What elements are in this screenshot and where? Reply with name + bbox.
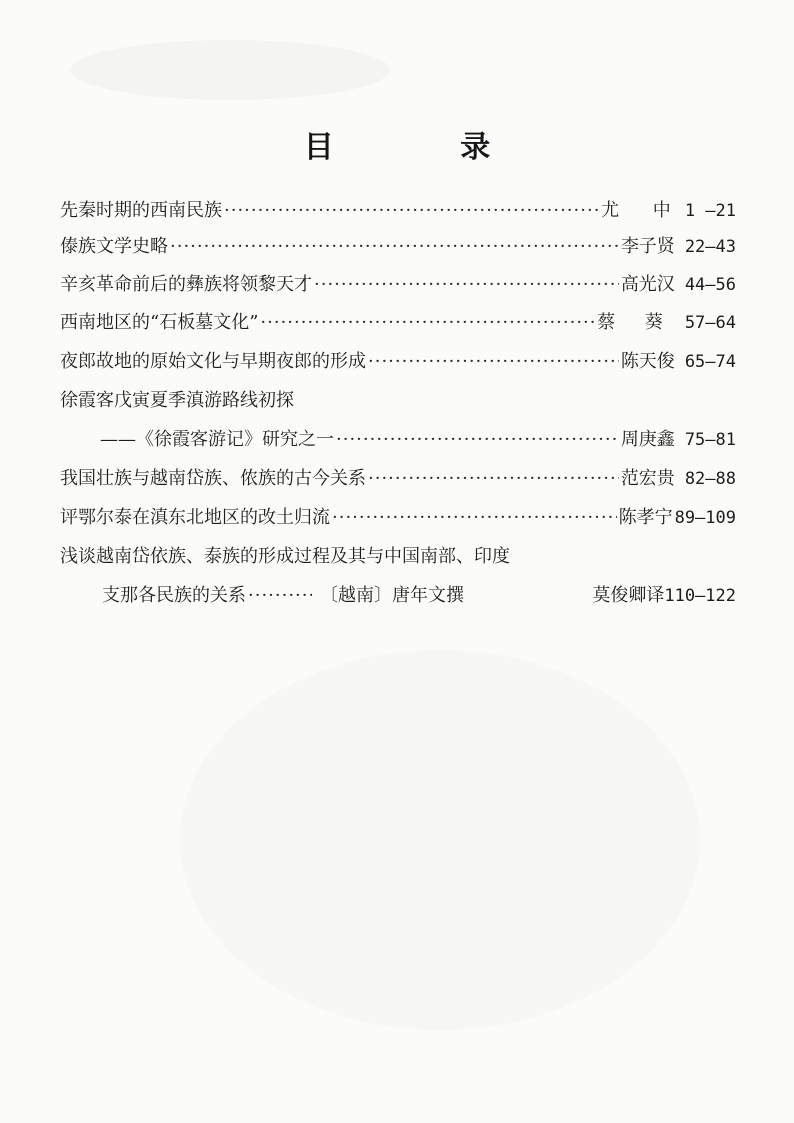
entry-author: 陈孝宁	[618, 507, 673, 528]
dot-leader	[368, 466, 619, 492]
page-title: 目 录	[303, 130, 549, 165]
entry-pages: 110—122	[664, 586, 736, 606]
entry-pages: 22—43	[684, 237, 736, 257]
entry-title: 先秦时期的西南民族	[60, 200, 222, 221]
toc-entry-subtitle-line[interactable]	[60, 575, 736, 609]
entry-author: 尤 中	[601, 200, 685, 221]
entry-author: 周庚鑫	[620, 429, 675, 450]
toc-entry[interactable]	[60, 497, 736, 531]
entry-title: 我国壮族与越南岱族、侬族的古今关系	[60, 468, 366, 489]
entry-author: 莫俊卿译	[592, 585, 665, 606]
entry-pages: 1 —21	[684, 201, 736, 221]
entry-pages: 57—64	[684, 313, 736, 333]
dot-leader	[170, 234, 619, 260]
entry-title: 傣族文学史略	[60, 236, 168, 257]
toc-entry[interactable]	[60, 341, 736, 375]
entry-title: 夜郎故地的原始文化与早期夜郎的形成	[60, 351, 366, 372]
entry-title: 徐霞客戊寅夏季滇游路线初探	[60, 390, 294, 411]
entry-pages: 89—109	[674, 508, 736, 528]
toc-entry-title-line[interactable]	[60, 380, 736, 414]
entry-pages: 65—74	[684, 352, 736, 372]
entry-title: 评鄂尔泰在滇东北地区的改土归流	[60, 507, 330, 528]
entry-author-prefix: 〔越南〕唐年文撰	[320, 585, 464, 606]
entry-author: 李子贤	[620, 236, 675, 257]
toc-entry-subtitle-line[interactable]	[60, 419, 736, 453]
entry-title: 西南地区的“石板墓文化”	[60, 312, 259, 333]
toc-entry[interactable]	[60, 226, 736, 260]
dot-leader	[332, 505, 617, 531]
dot-leader	[248, 583, 312, 609]
entry-author: 高光汉	[620, 274, 675, 295]
dot-leader	[224, 198, 599, 224]
entry-pages: 75—81	[684, 430, 736, 450]
dot-leader	[368, 349, 619, 375]
toc-entry[interactable]	[60, 458, 736, 492]
entry-author: 范宏贵	[620, 468, 675, 489]
dot-leader	[260, 310, 595, 336]
entry-pages: 82—88	[684, 469, 736, 489]
scan-smudge	[70, 40, 390, 100]
toc-entry[interactable]	[60, 302, 736, 336]
scan-smudge	[180, 650, 700, 1030]
entry-title: 辛亥革命前后的彝族将领黎天才	[60, 274, 312, 295]
dot-leader	[314, 272, 619, 298]
dot-leader	[336, 427, 619, 453]
entry-subtitle: 支那各民族的关系	[102, 585, 246, 606]
entry-author: 蔡 葵	[597, 312, 675, 333]
entry-pages: 44—56	[684, 275, 736, 295]
entry-subtitle: ——《徐霞客游记》研究之一	[100, 429, 334, 450]
entry-author: 陈天俊	[620, 351, 675, 372]
toc-entry-title-line[interactable]	[60, 536, 736, 570]
toc-entry[interactable]	[60, 190, 736, 224]
toc-entry[interactable]	[60, 264, 736, 298]
entry-title: 浅谈越南岱依族、泰族的形成过程及其与中国南部、印度	[60, 546, 510, 567]
